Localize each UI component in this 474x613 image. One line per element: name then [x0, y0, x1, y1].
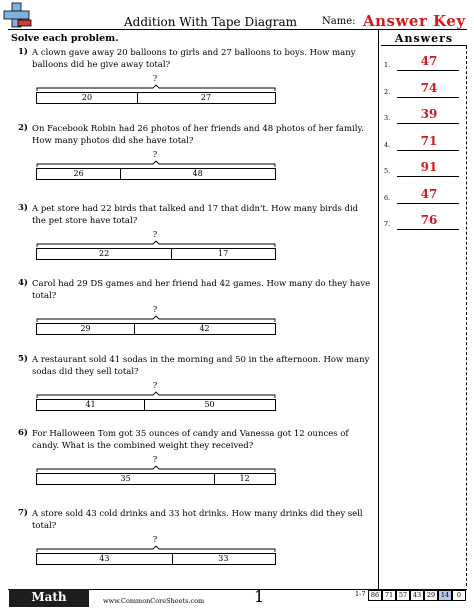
answer-number: 3.: [384, 114, 391, 122]
problem-number: 7): [18, 508, 28, 518]
problem: [10, 47, 370, 117]
name-label: Name:: [322, 16, 356, 27]
problem-number: 4): [18, 278, 28, 288]
problem: [10, 354, 370, 424]
question-mark: ?: [152, 535, 158, 544]
total-brace: [36, 391, 276, 399]
problem-number: 1): [18, 47, 28, 57]
answer-line: [397, 150, 459, 151]
answer-number: 1.: [384, 61, 391, 69]
answer-row: [382, 47, 467, 73]
problem-text: A restaurant sold 41 sodas in the morning and 50 in the afternoon. How many sodas did they sell total?: [32, 355, 370, 377]
answer-line: [397, 176, 459, 177]
answer-row: [382, 153, 467, 179]
question-mark: ?: [152, 455, 158, 464]
answer-value: 76: [420, 213, 438, 227]
tape-segment: 12: [239, 474, 250, 483]
answer-line: [397, 203, 459, 204]
answer-row: [382, 180, 467, 206]
tape-segment: 20: [81, 93, 93, 102]
total-brace: [36, 240, 276, 248]
tape-diagram: [36, 248, 276, 260]
subject-label: Math: [31, 590, 67, 604]
score-box: 57: [396, 590, 410, 601]
tape-diagram: [36, 473, 276, 485]
question-mark: ?: [152, 381, 158, 390]
score-box: 14: [438, 590, 452, 601]
answer-value: 47: [420, 54, 438, 68]
score-box: 0: [452, 590, 466, 601]
logo-icon: [2, 2, 32, 36]
tape-divider: [214, 474, 215, 484]
answers-heading-underline: [381, 45, 467, 46]
score-box: 86: [368, 590, 382, 601]
answer-value: 74: [420, 80, 438, 95]
tape-segment: 35: [120, 474, 131, 483]
answer-value: 71: [420, 133, 438, 148]
answer-line: [397, 123, 459, 124]
tape-divider: [144, 400, 145, 410]
answers-panel-divider: [378, 29, 379, 589]
tape-segment: 42: [199, 324, 210, 333]
tape-diagram: [36, 553, 276, 565]
score-box: 43: [410, 590, 424, 601]
tape-segment: 26: [73, 169, 84, 178]
problem: [10, 123, 370, 193]
score-box: 29: [424, 590, 438, 601]
tape-segment: 43: [99, 554, 110, 563]
problem-number: 2): [18, 123, 28, 133]
answer-line: [397, 229, 459, 230]
problem-number: 5): [18, 354, 28, 364]
tape-diagram: [36, 92, 276, 104]
tape-segment: 27: [200, 93, 212, 102]
tape-segment: 48: [192, 169, 203, 178]
answer-row: [382, 74, 467, 100]
answer-key-label: Answer Key: [363, 12, 466, 30]
problem: [10, 278, 370, 348]
answer-number: 5.: [384, 167, 391, 175]
question-mark: ?: [152, 230, 158, 239]
tape-segment: 17: [218, 249, 229, 258]
tape-segment: 22: [99, 249, 110, 258]
problem: [10, 428, 370, 498]
tape-divider: [172, 554, 173, 564]
answers-heading: Answers: [394, 32, 454, 45]
tape-diagram: [36, 323, 276, 335]
score-range: 1-7: [355, 590, 366, 598]
question-mark: ?: [152, 150, 158, 159]
total-brace: [36, 160, 276, 168]
tape-divider: [120, 169, 121, 179]
problem-text: A store sold 43 cold drinks and 33 hot drinks. How many drinks did they sell total?: [32, 509, 363, 531]
answer-value: 91: [420, 160, 438, 174]
problem-number: 3): [18, 203, 28, 213]
answer-row: [382, 127, 467, 153]
problem-text: For Halloween Tom got 35 ounces of candy and Vanessa got 12 ounces of candy. What is the combined weight they received?: [32, 429, 349, 451]
tape-divider: [137, 93, 138, 103]
tape-segment: 33: [218, 554, 229, 563]
tape-divider: [134, 324, 135, 334]
footer-url: www.CommonCoreSheets.com: [103, 597, 205, 605]
tape-segment: 29: [80, 324, 91, 333]
answer-value: 47: [420, 186, 438, 201]
answer-row: [382, 206, 467, 232]
problem: [10, 203, 370, 273]
question-mark: ?: [152, 74, 158, 83]
total-brace: [36, 84, 276, 92]
problem-text: A clown gave away 20 balloons to girls and 27 balloons to boys. How many balloons did he give away total?: [32, 48, 356, 70]
problem-text: Carol had 29 DS games and her friend had 42 games. How many do they have total?: [32, 279, 371, 301]
total-brace: [36, 315, 276, 323]
answer-number: 4.: [384, 140, 391, 149]
total-brace: [36, 465, 276, 473]
problem-text: A pet store had 22 birds that talked and 17 that didn't. How many birds did the pet store have total?: [32, 204, 359, 226]
tape-segment: 50: [204, 400, 215, 409]
answer-number: 7.: [384, 220, 391, 228]
problem-text: On Facebook Robin had 26 photos of her friends and 48 photos of her family. How many photos did she have total?: [32, 124, 364, 146]
tape-diagram: [36, 399, 276, 411]
answer-line: [397, 70, 459, 71]
page-number: 1: [254, 587, 265, 606]
header-divider: [8, 29, 467, 30]
answer-line: [397, 97, 459, 98]
tape-divider: [171, 249, 172, 259]
page-title: Addition With Tape Diagram: [124, 15, 298, 29]
tape-segment: 41: [85, 400, 96, 409]
answer-value: 39: [420, 107, 438, 121]
problem-number: 6): [18, 428, 28, 438]
total-brace: [36, 545, 276, 553]
problem: [10, 508, 370, 578]
instructions: Solve each problem.: [11, 33, 119, 44]
answer-number: 6.: [384, 193, 391, 202]
tape-diagram: [36, 168, 276, 180]
answer-number: 2.: [384, 87, 391, 96]
score-box: 71: [382, 590, 396, 601]
question-mark: ?: [152, 305, 158, 314]
answer-row: [382, 100, 467, 126]
